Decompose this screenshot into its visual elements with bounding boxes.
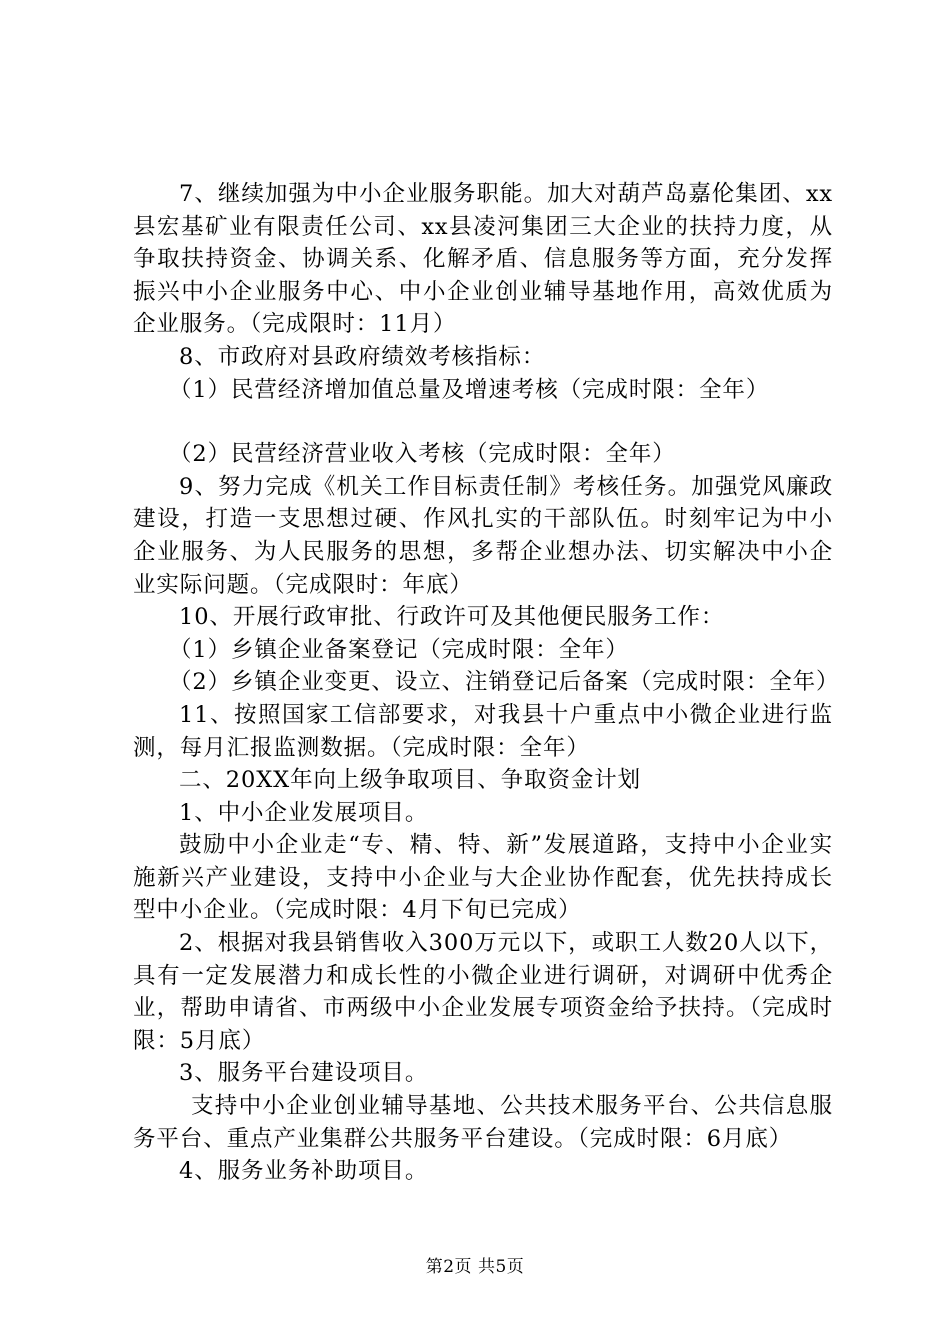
paragraph-item-10-1: （1）乡镇企业备案登记（完成时限：全年） — [169, 636, 629, 663]
paragraph-item-10-2: （2）乡镇企业变更、设立、注销登记后备案（完成时限：全年） — [169, 669, 840, 696]
paragraph-project-3: 3、服务平台建设项目。 — [179, 1060, 429, 1087]
paragraph-project-4: 4、服务业务补助项目。 — [179, 1158, 429, 1185]
paragraph-item-10: 10、开展行政审批、行政许可及其他便民服务工作： — [179, 604, 725, 631]
page-footer: 第2页 共5页 — [425, 1257, 525, 1277]
document-body — [133, 178, 840, 1188]
paragraph-project-3-detail: 支持中小企业创业辅导基地、公共技术服务平台、公共信息服务平台、重点产业集群公共服务平台建设。（完成时限：6月底） — [133, 1093, 833, 1152]
paragraph-project-1-detail: 鼓励中小企业走“专、精、特、新”发展道路，支持中小企业实施新兴产业建设，支持中小企业与大企业协作配套，优先扶持成长型中小企业。（完成时限：4月下旬已完成） — [133, 832, 833, 924]
paragraph-item-7: 7、继续加强为中小企业服务职能。加大对葫芦岛嘉伦集团、xx县宏基矿业有限责任公司、xx县凌河集团三大企业的扶持力度，从争取扶持资金、协调关系、化解矛盾、信息服务等方面，充分发挥振兴中小企业服务中心、中小企业创业辅导基地作用，高效优质为企业服务。（完成限时：11月） — [133, 181, 833, 338]
section-heading-2: 二、20XX年向上级争取项目、争取资金计划 — [179, 767, 642, 794]
paragraph-item-8-2: （2）民营经济营业收入考核（完成时限：全年） — [169, 441, 676, 468]
paragraph-item-8-1: （1）民营经济增加值总量及增速考核（完成时限：全年） — [169, 376, 770, 403]
paragraph-item-9: 9、努力完成《机关工作目标责任制》考核任务。加强党风廉政建设，打造一支思想过硬、作风扎实的干部队伍。时刻牢记为中小企业服务、为人民服务的思想，多帮企业想办法、切实解决中小企业实际问题。（完成限时：年底） — [133, 473, 833, 598]
paragraph-item-11: 11、按照国家工信部要求，对我县十户重点中小微企业进行监测，每月汇报监测数据。（完成时限：全年） — [133, 701, 833, 761]
paragraph-item-8: 8、市政府对县政府绩效考核指标： — [179, 343, 546, 370]
paragraph-project-1: 1、中小企业发展项目。 — [179, 799, 429, 826]
paragraph-project-2: 2、根据对我县销售收入300万元以下，或职工人数20人以下，具有一定发展潜力和成长性的小微企业进行调研，对调研中优秀企业，帮助申请省、市两级中小企业发展专项资金给予扶持。（完成时限：5月底） — [133, 930, 833, 1054]
